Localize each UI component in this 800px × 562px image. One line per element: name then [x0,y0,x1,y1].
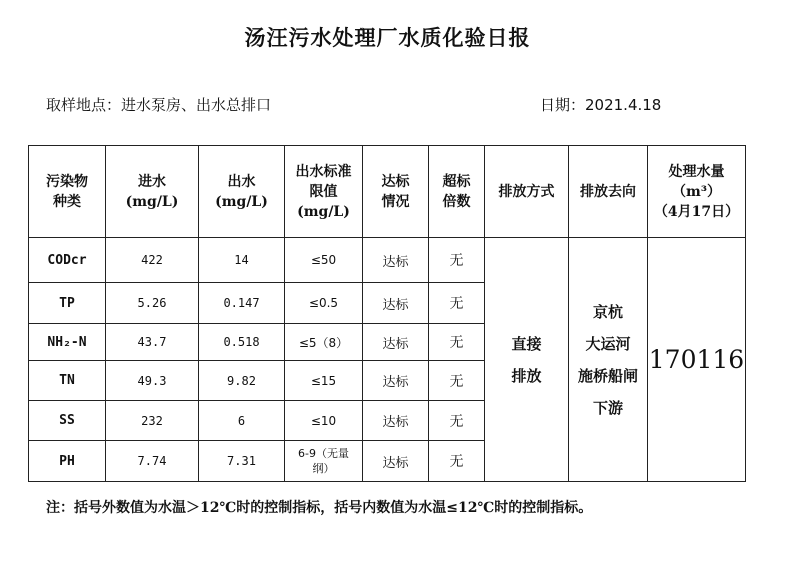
header-compliance: 达标 情况 [363,146,429,238]
exceed-ratio: 无 [429,401,485,441]
exceed-ratio: 无 [429,324,485,361]
effluent-value: 7.31 [199,441,285,482]
compliance-status: 达标 [363,238,429,283]
standard-limit: ≤5（8） [285,324,363,361]
compliance-status: 达标 [363,283,429,324]
standard-limit: ≤10 [285,401,363,441]
standard-limit: ≤0.5 [285,283,363,324]
water-quality-table [28,145,746,482]
exceed-ratio: 无 [429,283,485,324]
sampling-location: 取样地点：进水泵房、出水总排口 [46,96,272,114]
standard-limit: ≤15 [285,361,363,401]
report-title: 汤汪污水处理厂水质化验日报 [244,26,531,50]
pollutant-name: CODcr [29,238,106,283]
compliance-status: 达标 [363,324,429,361]
effluent-value: 6 [199,401,285,441]
standard-limit: ≤50 [285,238,363,283]
header-effluent: 出水 (mg/L) [199,146,285,238]
effluent-value: 9.82 [199,361,285,401]
header-standard: 出水标准 限值 (mg/L) [285,146,363,238]
report-date: 日期：2021.4.18 [540,96,662,114]
influent-value: 232 [106,401,199,441]
header-exceed: 超标 倍数 [429,146,485,238]
header-discharge-method: 排放方式 [485,146,569,238]
compliance-status: 达标 [363,401,429,441]
exceed-ratio: 无 [429,441,485,482]
header-treated-volume: 处理水量 （m³） （4月17日） [648,146,746,238]
header-influent: 进水 (mg/L) [106,146,199,238]
pollutant-name: TP [29,283,106,324]
table-row [29,238,746,283]
footnote: 注：括号外数值为水温＞12℃时的控制指标，括号内数值为水温≤12℃时的控制指标。 [46,500,593,516]
pollutant-name: TN [29,361,106,401]
header-discharge-destination: 排放去向 [569,146,648,238]
discharge-method-cell: 直接 排放 [485,238,569,482]
compliance-status: 达标 [363,441,429,482]
treated-volume-value: 170116 [648,238,746,482]
discharge-destination-cell: 京杭 大运河 施桥船闸 下游 [569,238,648,482]
effluent-value: 0.518 [199,324,285,361]
header-pollutant: 污染物 种类 [29,146,106,238]
pollutant-name: NH₂-N [29,324,106,361]
influent-value: 7.74 [106,441,199,482]
influent-value: 5.26 [106,283,199,324]
influent-value: 49.3 [106,361,199,401]
compliance-status: 达标 [363,361,429,401]
exceed-ratio: 无 [429,238,485,283]
effluent-value: 0.147 [199,283,285,324]
header-row [29,146,746,238]
pollutant-name: PH [29,441,106,482]
influent-value: 422 [106,238,199,283]
influent-value: 43.7 [106,324,199,361]
pollutant-name: SS [29,401,106,441]
exceed-ratio: 无 [429,361,485,401]
effluent-value: 14 [199,238,285,283]
standard-limit: 6-9（无量 纲） [285,441,363,482]
